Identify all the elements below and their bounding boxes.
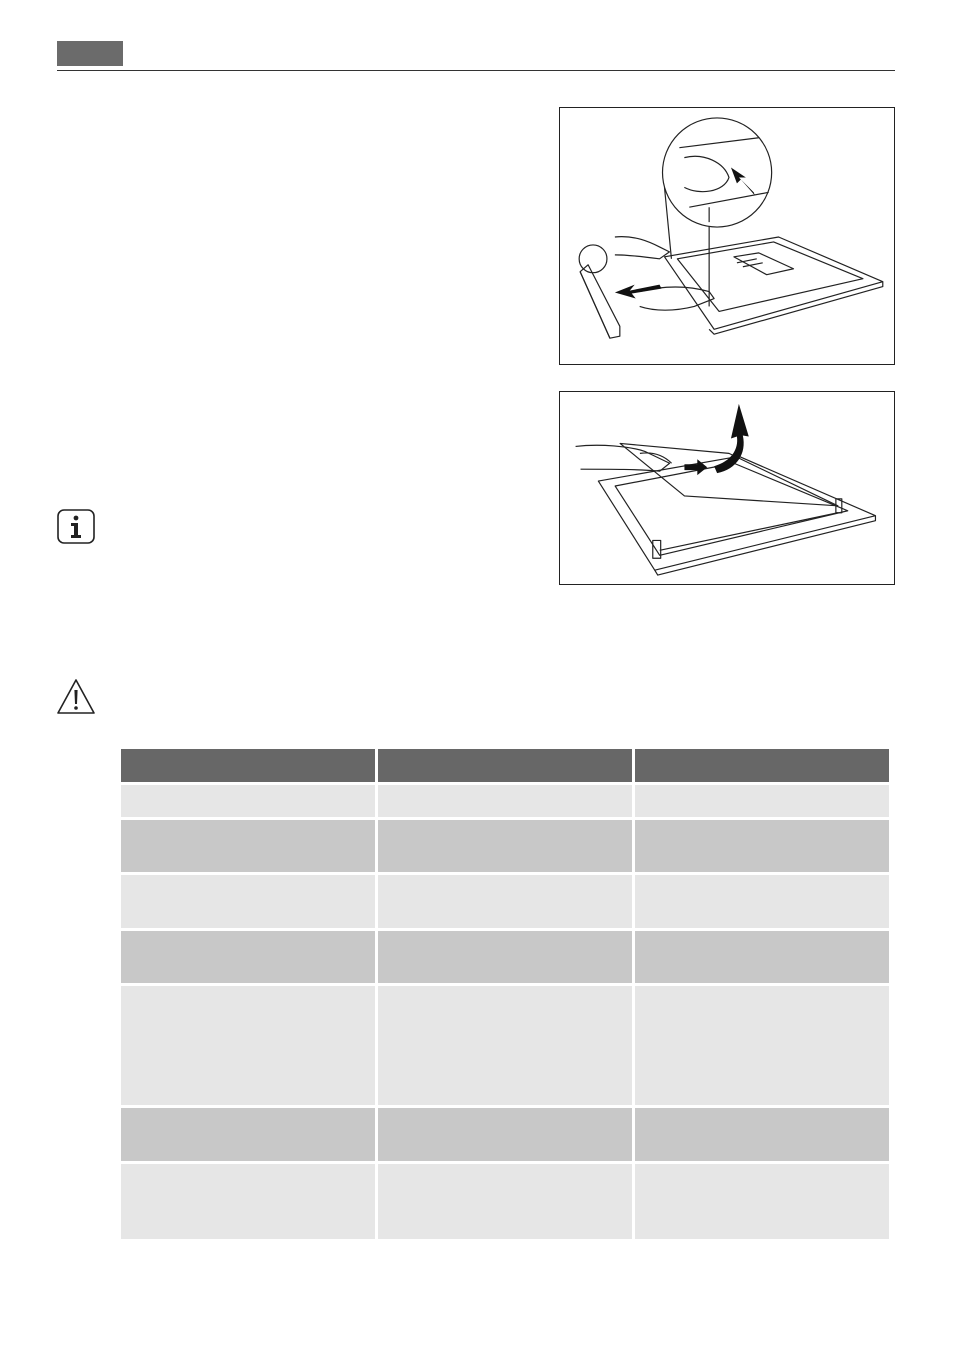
info-icon: [57, 509, 95, 544]
table-row: [121, 931, 889, 983]
table-cell: [121, 931, 375, 983]
warning-icon: [56, 678, 96, 716]
table-cell: [121, 875, 375, 928]
table-cell: [635, 1108, 889, 1161]
table-cell: [635, 931, 889, 983]
table-cell: [635, 820, 889, 872]
header-rule: [57, 70, 895, 71]
table-header-cell: [121, 749, 375, 782]
table-header-cell: [635, 749, 889, 782]
table-cell: [121, 1164, 375, 1239]
table-cell: [635, 875, 889, 928]
table-row: [121, 785, 889, 817]
table-cell: [121, 820, 375, 872]
table-cell: [121, 1108, 375, 1161]
table-cell: [635, 1164, 889, 1239]
table-cell: [635, 785, 889, 817]
table-cell: [378, 875, 632, 928]
table-row: [121, 986, 889, 1105]
door-lift-illustration: [559, 391, 895, 585]
table-cell: [378, 1164, 632, 1239]
table-row: [121, 1108, 889, 1161]
table-row: [121, 820, 889, 872]
table-cell: [635, 986, 889, 1105]
table-header-cell: [378, 749, 632, 782]
table-cell: [121, 785, 375, 817]
table-cell: [378, 820, 632, 872]
table-cell: [378, 986, 632, 1105]
table-cell: [378, 1108, 632, 1161]
header-section-tab: [57, 41, 123, 66]
table-row: [121, 1164, 889, 1239]
table-cell: [378, 931, 632, 983]
table-cell: [121, 986, 375, 1105]
table-row: [121, 875, 889, 928]
glass-panel-removal-illustration: [559, 107, 895, 365]
table-cell: [378, 785, 632, 817]
table-header-row: [121, 749, 889, 782]
troubleshooting-table: [118, 746, 892, 1242]
